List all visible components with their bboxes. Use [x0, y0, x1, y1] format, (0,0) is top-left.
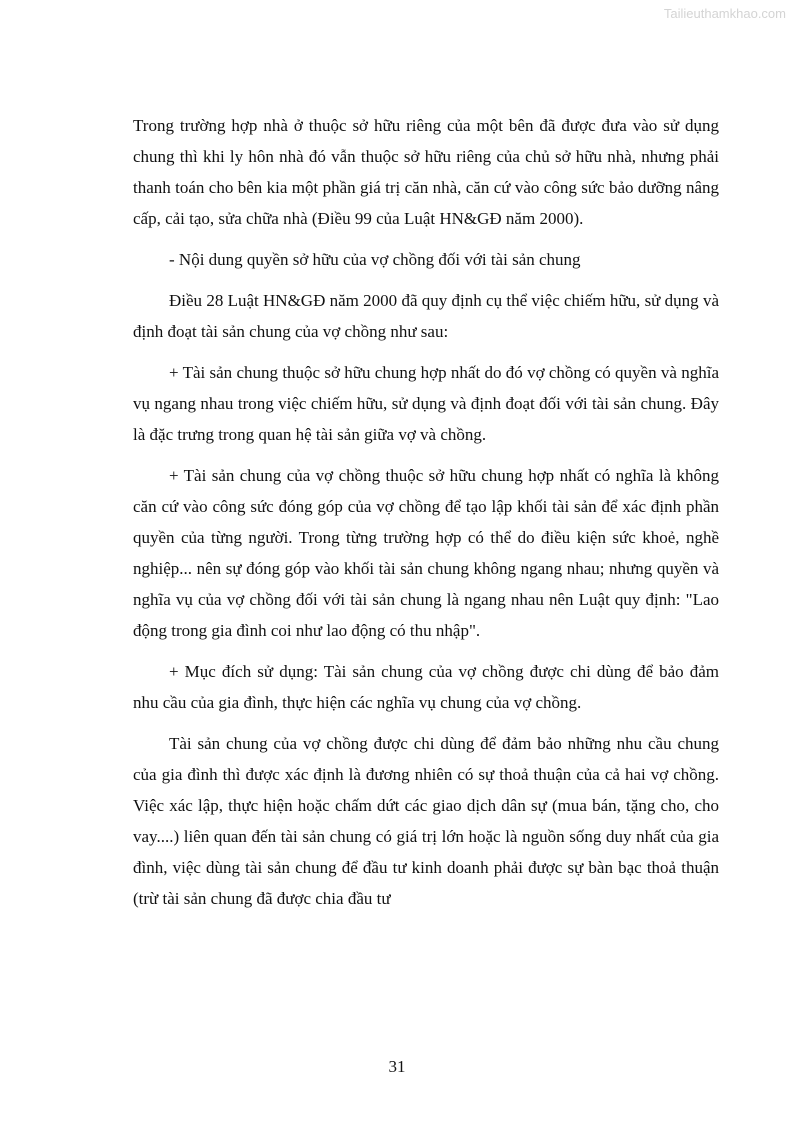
paragraph: + Tài sản chung của vợ chồng thuộc sở hữu chung hợp nhất có nghĩa là không căn cứ vào công sức đóng góp của vợ chồng để tạo lập khối tài sản để xác định phần quyền của từng người. Trong từng trường hợp có thể do điều kiện sức khoẻ, nghề nghiệp... nên sự đóng góp vào khối tài sản chung không ngang nhau; nhưng quyền và nghĩa vụ của vợ chồng đối với tài sản chung là ngang nhau nên Luật quy định: "Lao động trong gia đình coi như lao động có thu nhập". — [133, 466, 719, 640]
paragraph: + Mục đích sử dụng: Tài sản chung của vợ chồng được chi dùng để bảo đảm nhu cầu của gia đình, thực hiện các nghĩa vụ chung của vợ chồng. — [133, 662, 719, 712]
paragraph: + Tài sản chung thuộc sở hữu chung hợp nhất do đó vợ chồng có quyền và nghĩa vụ ngang nhau trong việc chiếm hữu, sử dụng và định đoạt đối với tài sản chung. Đây là đặc trưng trong quan hệ tài sản giữa vợ và chồng. — [133, 363, 719, 444]
paragraph: Điều 28 Luật HN&GĐ năm 2000 đã quy định cụ thể việc chiếm hữu, sử dụng và định đoạt tài sản chung của vợ chồng như sau: — [133, 291, 719, 341]
paragraph: Trong trường hợp nhà ở thuộc sở hữu riêng của một bên đã được đưa vào sử dụng chung thì khi ly hôn nhà đó vẫn thuộc sở hữu riêng của chủ sở hữu nhà, nhưng phải thanh toán cho bên kia một phần giá trị căn nhà, căn cứ vào công sức bảo dưỡng nâng cấp, cải tạo, sửa chữa nhà (Điều 99 của Luật HN&GĐ năm 2000). — [133, 116, 719, 228]
page-body — [133, 110, 719, 924]
paragraph: - Nội dung quyền sở hữu của vợ chồng đối với tài sản chung — [169, 250, 581, 269]
page-number: 31 — [388, 1057, 406, 1076]
paragraph: Tài sản chung của vợ chồng được chi dùng để đảm bảo những nhu cầu chung của gia đình thì được xác định là đương nhiên có sự thoả thuận của cả hai vợ chồng. Việc xác lập, thực hiện hoặc chấm dứt các giao dịch dân sự (mua bán, tặng cho, cho vay....) liên quan đến tài sản chung có giá trị lớn hoặc là nguồn sống duy nhất của gia đình, việc dùng tài sản chung để đầu tư kinh doanh phải được sự bàn bạc thoả thuận (trừ tài sản chung đã được chia đầu tư — [133, 734, 719, 908]
watermark: Tailieuthamkhao.com — [663, 6, 786, 21]
